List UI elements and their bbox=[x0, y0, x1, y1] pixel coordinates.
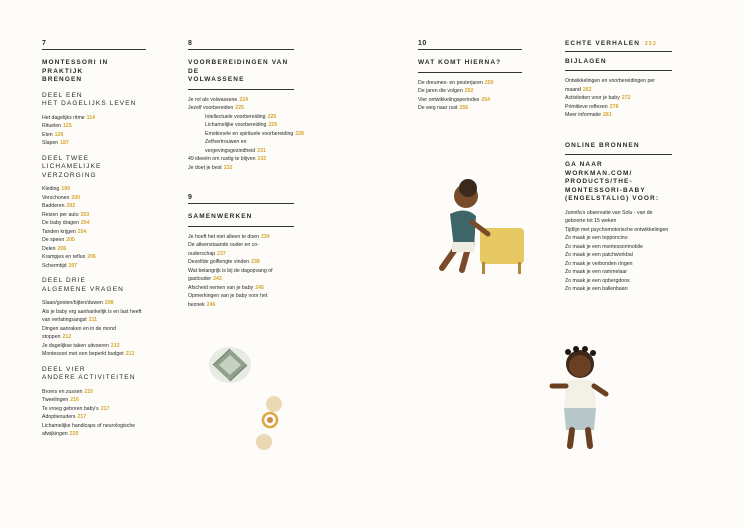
toc-item bbox=[42, 139, 146, 148]
toddler-pushing-chair-illustration bbox=[428, 178, 528, 276]
toc-item bbox=[42, 219, 146, 228]
toc-item bbox=[42, 114, 146, 123]
toc-item-title: Vier ontwikkelingsperiodes bbox=[418, 96, 480, 103]
toc-item-title: Lichamelijke handicaps of neurologische afwijkingen bbox=[42, 422, 136, 437]
chapter-title: WAT KOMT HIERNA? bbox=[418, 59, 502, 66]
toc-item-title: Zo maak je een topponcino bbox=[565, 235, 628, 241]
toc-page-number: 206 bbox=[57, 245, 67, 252]
toc-item-title: 49 ideeën om rustig te blijven bbox=[188, 156, 256, 162]
toc-page-number: 125 bbox=[63, 123, 72, 129]
toc-item bbox=[42, 194, 146, 203]
toc-item-title: Slapen bbox=[42, 140, 59, 146]
toc-item bbox=[42, 308, 146, 325]
toc-item bbox=[42, 388, 146, 397]
toc-page-number: 252 bbox=[464, 88, 474, 94]
toc-item bbox=[565, 226, 672, 235]
toc-list bbox=[188, 155, 294, 172]
toc-item bbox=[565, 277, 672, 286]
toc-item-title: Reizen per auto bbox=[42, 211, 79, 218]
toc-page-number: 208 bbox=[104, 300, 114, 306]
toc-item-title: Afscheid nemen van je baby bbox=[188, 284, 254, 291]
toc-item bbox=[188, 258, 294, 267]
part-heading: DEEL VIER ANDERE ACTIVITEITEN bbox=[42, 365, 136, 381]
toc-item-title: Tanden krijgen bbox=[42, 228, 76, 235]
toc-item-title: Te vroeg geboren baby’s bbox=[42, 405, 99, 412]
toc-subitem bbox=[188, 147, 294, 156]
toc-item bbox=[418, 79, 522, 88]
toc-item bbox=[565, 209, 672, 226]
chapter-number: 9 bbox=[188, 194, 294, 204]
divider bbox=[188, 89, 294, 90]
toc-page-number: 278 bbox=[609, 103, 619, 110]
toc-page-number: 206 bbox=[87, 254, 96, 260]
toc-item bbox=[188, 267, 294, 284]
toc-item-title: Krampjes en reflux bbox=[42, 254, 86, 260]
toc-item-title: Zo maak je een montessorimobile bbox=[565, 243, 643, 250]
toc-item-title: Verschonen bbox=[42, 194, 70, 201]
toc-page-number: 256 bbox=[459, 105, 469, 111]
toc-list bbox=[188, 233, 294, 310]
toc-page-number: 215 bbox=[84, 388, 94, 395]
toc-item-title: Tweelingen bbox=[42, 397, 69, 403]
toc-item-title: Je hoeft het niet alleen te doen bbox=[188, 233, 259, 240]
toc-item-title: Primitieve reflexen bbox=[565, 103, 608, 110]
toc-list bbox=[42, 114, 146, 148]
toc-item bbox=[42, 405, 146, 414]
toc-item bbox=[188, 104, 294, 113]
toc-item-title: Schermtijd bbox=[42, 262, 67, 269]
toc-item bbox=[565, 77, 672, 94]
toc-item bbox=[42, 211, 146, 220]
toc-item bbox=[565, 268, 672, 277]
toc-item-title: Tijdlijn met psychomotorische ontwikkelingen bbox=[565, 226, 669, 233]
toc-page-number: 231 bbox=[257, 147, 266, 154]
toc-page-number: 200 bbox=[71, 194, 81, 201]
toc-page-number: 217 bbox=[100, 405, 110, 412]
toc-item bbox=[42, 131, 146, 140]
online-url: GA NAAR WORKMAN.COM/ PRODUCTS/THE-MONTESSORI-BABY (ENGELSTALIG) VOOR: bbox=[565, 161, 660, 202]
toc-item-title: Zo maak je verbonden ringen bbox=[565, 260, 633, 267]
divider bbox=[565, 70, 672, 71]
part-heading: DEEL TWEE LICHAMELIJKE VERZORGING bbox=[42, 154, 102, 179]
toc-subitem bbox=[188, 113, 294, 122]
toc-item-title: Badderen bbox=[42, 203, 65, 209]
toc-item-title: Zo maak je een patchworkbal bbox=[565, 252, 633, 258]
toc-item bbox=[188, 241, 294, 258]
toc-page-number: 216 bbox=[70, 397, 79, 403]
toc-item-title: De baby dragen bbox=[42, 220, 79, 226]
toc-subitem bbox=[188, 130, 304, 139]
toc-item-title: De dreumes- en peuterjaren bbox=[418, 79, 483, 86]
toc-page-number: 217 bbox=[77, 414, 87, 420]
toc-list bbox=[565, 77, 672, 120]
toc-item-title: Zelfvertrouwen en bbox=[205, 139, 247, 145]
toc-item bbox=[42, 262, 146, 271]
toc-page-number: 250 bbox=[484, 79, 494, 86]
toc-item-title: De speen bbox=[42, 237, 65, 243]
toc-item-title: Opmerkingen van je baby voor het bezoek bbox=[188, 293, 268, 308]
toc-page-number: 246 bbox=[206, 301, 216, 308]
toc-subitem bbox=[188, 121, 294, 130]
toc-page-number: 225 bbox=[235, 105, 244, 111]
toc-item bbox=[42, 228, 146, 237]
toc-item-title: Het dagelijks ritme bbox=[42, 114, 85, 121]
toc-item bbox=[565, 234, 672, 243]
toc-item-title: Zo maak je een rammelaar bbox=[565, 269, 627, 275]
toc-page-number: 245 bbox=[255, 284, 264, 291]
toc-item bbox=[565, 94, 672, 103]
toc-item-title: Delen bbox=[42, 245, 56, 252]
toc-item-title: Dingen aanraken en in de mond stoppen bbox=[42, 325, 116, 340]
toc-item bbox=[42, 396, 146, 405]
toc-item-title: Kleding bbox=[42, 186, 60, 192]
toc-page-number: 202 bbox=[66, 203, 76, 209]
toc-page-number: 243 bbox=[213, 276, 222, 282]
toc-page-number: 213 bbox=[110, 342, 120, 349]
toc-page-number: 204 bbox=[80, 220, 90, 226]
toc-item bbox=[565, 285, 672, 294]
toc-list bbox=[418, 79, 522, 113]
toc-list bbox=[188, 96, 294, 113]
toc-item-title: Montessori met een beperkt budget bbox=[42, 351, 124, 357]
toc-item-title: Je doet je best bbox=[188, 164, 222, 171]
toc-page-number: 126 bbox=[54, 131, 64, 138]
toc-page-number: 224 bbox=[239, 96, 248, 103]
toc-page-number: 204 bbox=[77, 228, 87, 235]
toc-column-4 bbox=[565, 40, 672, 294]
toc-item bbox=[42, 413, 146, 422]
divider bbox=[418, 72, 522, 73]
toc-item bbox=[418, 96, 522, 105]
divider bbox=[565, 154, 672, 155]
toc-item-title: Je dagelijkse taken uitvoeren bbox=[42, 342, 109, 349]
online-list bbox=[565, 209, 672, 294]
toc-item-title: Zo maak je een ballenbaan bbox=[565, 286, 628, 292]
chapter-title: SAMENWERKEN bbox=[188, 213, 253, 220]
chapter-title: VOORBEREIDINGEN VAN DE VOLWASSENE bbox=[188, 59, 289, 83]
toc-page-number: 211 bbox=[88, 317, 98, 323]
toc-item bbox=[42, 122, 146, 131]
part-heading: DEEL EEN HET DAGELIJKS LEVEN bbox=[42, 91, 137, 107]
chapter-number: 10 bbox=[418, 40, 522, 50]
toc-page-number: 228 bbox=[295, 130, 304, 137]
toc-sublist bbox=[188, 113, 304, 156]
toc-item bbox=[42, 325, 146, 342]
toc-column-2 bbox=[188, 40, 304, 309]
toc-item bbox=[42, 342, 146, 351]
toc-item bbox=[42, 422, 146, 439]
toc-item-title: Activiteiten voor je baby bbox=[565, 95, 620, 101]
toc-page-number: 262 bbox=[582, 86, 592, 93]
chapter-number: 7 bbox=[42, 40, 146, 50]
toc-list bbox=[42, 299, 146, 359]
toc-column-1 bbox=[42, 40, 146, 439]
toc-page-number: 205 bbox=[66, 237, 75, 243]
toc-item-title: Intellectuele voorbereiding bbox=[205, 113, 266, 120]
divider bbox=[188, 226, 294, 227]
toc-page-number: 234 bbox=[260, 233, 270, 240]
toc-item-title: Lichamelijke voorbereiding bbox=[205, 122, 267, 128]
toc-item bbox=[42, 202, 146, 211]
toc-item-title: De weg naar rust bbox=[418, 105, 458, 111]
toc-item bbox=[565, 111, 672, 120]
toc-item-title: Adoptieouders bbox=[42, 414, 76, 420]
toc-page-number: 272 bbox=[621, 95, 631, 101]
toc-page-number: 281 bbox=[603, 112, 612, 118]
toc-item bbox=[188, 284, 294, 293]
toc-page-number: 220 bbox=[69, 431, 79, 437]
toc-item bbox=[565, 103, 672, 112]
toc-item-title: Zo maak je een opbergdoos bbox=[565, 277, 630, 284]
toc-item bbox=[188, 96, 294, 105]
toc-page-number: 114 bbox=[86, 114, 96, 121]
toc-list bbox=[42, 388, 146, 439]
toc-item bbox=[188, 155, 294, 164]
toc-item-title: Broers en zussen bbox=[42, 388, 83, 395]
chapter-number: 8 bbox=[188, 40, 294, 50]
toc-item bbox=[565, 251, 672, 260]
toc-item bbox=[418, 104, 522, 113]
toc-item bbox=[565, 243, 672, 252]
toc-item-title: Meer informatie bbox=[565, 112, 602, 118]
toc-page-number: 225 bbox=[267, 113, 277, 120]
toc-item-title: Rituelen bbox=[42, 123, 62, 129]
toc-page-number: 187 bbox=[60, 140, 69, 146]
toc-item bbox=[42, 350, 146, 359]
toc-item-title: Als je baby erg aanhankelijk is en last heeft van verlatingsangst bbox=[42, 308, 142, 323]
toc-page-number: 232 bbox=[223, 164, 233, 171]
toc-item bbox=[188, 233, 294, 242]
appendices-heading: BIJLAGEN bbox=[565, 57, 607, 65]
toc-item bbox=[188, 292, 294, 309]
online-heading: ONLINE BRONNEN bbox=[565, 141, 640, 149]
toc-item bbox=[42, 236, 146, 245]
toc-item-title: Eten bbox=[42, 131, 53, 138]
toc-item bbox=[42, 185, 146, 194]
toc-page-number: 207 bbox=[68, 262, 78, 269]
toc-item-title: Emotionele en spirituele voorbereiding bbox=[205, 130, 294, 137]
toc-subitem bbox=[188, 138, 294, 147]
toc-item-title: De jaren die volgen bbox=[418, 88, 463, 94]
toc-page-number: 213 bbox=[125, 351, 135, 357]
toc-page-number: 232 bbox=[257, 156, 267, 162]
toc-item bbox=[42, 245, 146, 254]
toc-item bbox=[565, 260, 672, 269]
chapter-title: MONTESSORI IN PRAKTIJK BRENGEN bbox=[42, 59, 109, 83]
toc-list bbox=[42, 185, 146, 270]
toc-item-title: De alleenstaande ouder en co-ouderschap bbox=[188, 242, 259, 257]
real-stories-heading: ECHTE VERHALEN 252 bbox=[565, 40, 672, 52]
toc-page-number: 238 bbox=[251, 259, 260, 265]
toc-page-number: 237 bbox=[217, 250, 226, 257]
toc-page-number: 226 bbox=[268, 122, 278, 128]
toc-page-number: 254 bbox=[481, 96, 490, 103]
toc-item-title: Junnifa’s observatie van Solu - van de geboorte tot 15 weken bbox=[565, 209, 653, 224]
toc-page-number: 212 bbox=[62, 334, 72, 340]
toc-item bbox=[42, 253, 146, 262]
standing-baby-illustration bbox=[548, 346, 610, 456]
toc-item-title: Jezelf voorbereiden bbox=[188, 105, 234, 111]
toc-item-title: vergevingsgezindheid bbox=[205, 147, 256, 154]
toc-item bbox=[188, 164, 294, 173]
wooden-ring-rattle-illustration bbox=[254, 392, 286, 452]
part-heading: DEEL DRIE ALGEMENE VRAGEN bbox=[42, 277, 124, 293]
toc-item-title: Je rol als volwassene bbox=[188, 96, 238, 103]
toc-item-title: Wat belangrijk is bij de dagopvang of gastouder bbox=[188, 267, 273, 282]
toc-item-title: Ontwikkelingen en voorbereidingen per maand bbox=[565, 78, 655, 93]
toc-page-number: 203 bbox=[80, 211, 90, 218]
toc-item bbox=[42, 299, 146, 308]
toc-item bbox=[418, 87, 522, 96]
toc-column-3 bbox=[418, 40, 522, 113]
rattle-ball-illustration bbox=[207, 345, 253, 385]
toc-item-title: Slaan/gooien/bijten/duwen bbox=[42, 300, 103, 306]
toc-page-number: 199 bbox=[61, 186, 70, 192]
toc-item-title: Dezelfde golflengte vinden bbox=[188, 259, 250, 265]
